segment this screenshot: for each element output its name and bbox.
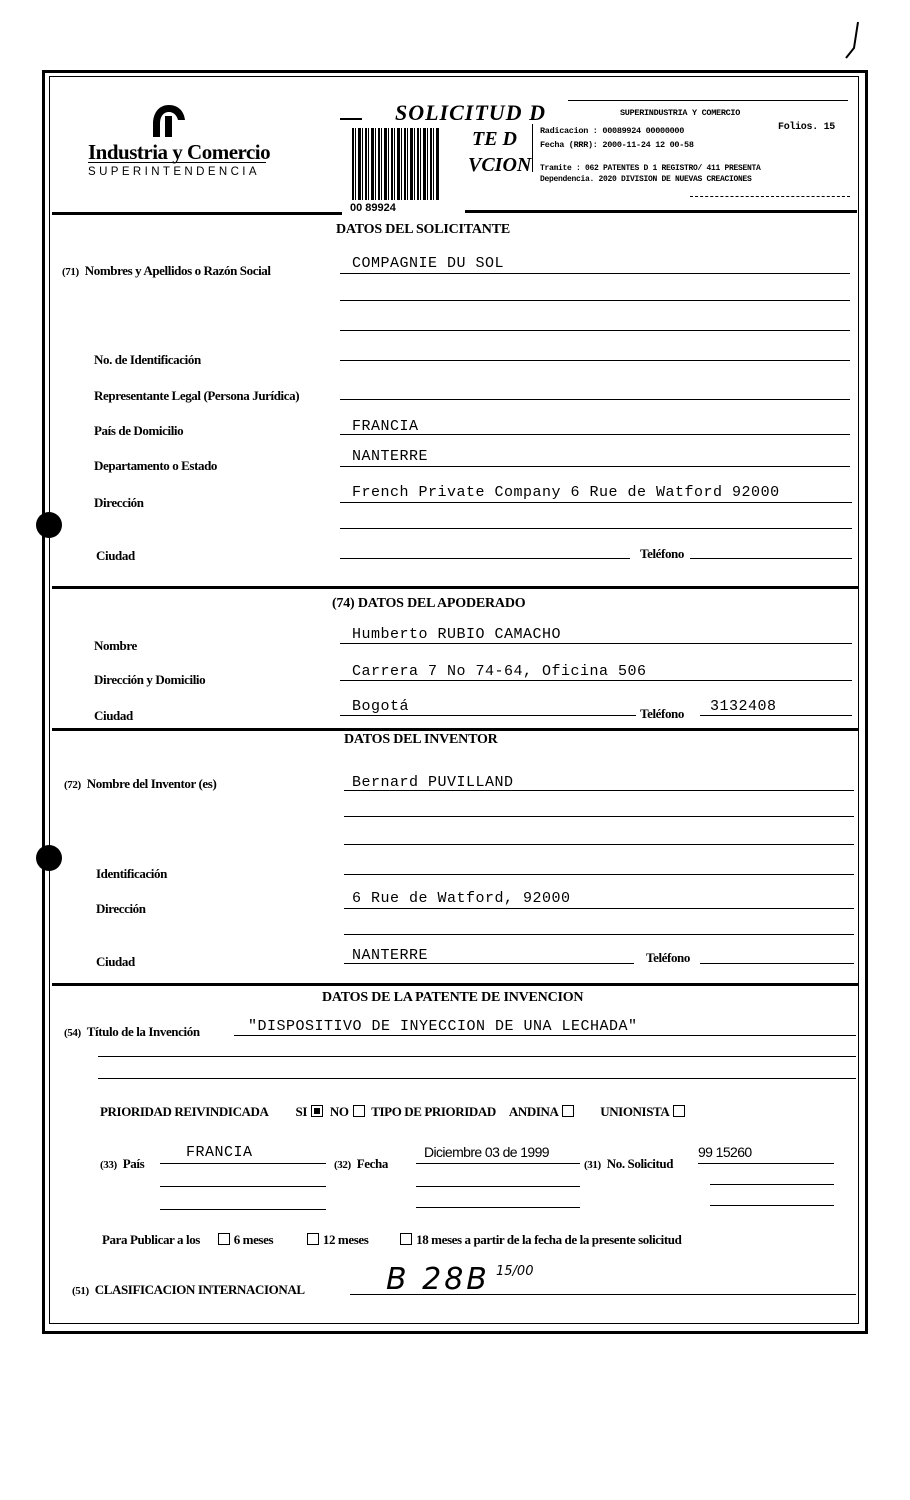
label-text: Título de la Invención [86, 1024, 200, 1039]
tipo-prioridad-label: TIPO DE PRIORIDAD [371, 1104, 496, 1119]
inventor-name-line2 [344, 816, 854, 817]
patente-titulo-line2 [98, 1056, 856, 1057]
inventor-id-label: Identificación [96, 866, 167, 881]
inventor-name-label [64, 776, 216, 792]
solicitante-pais-line [340, 434, 850, 435]
form-title-line1: SOLICITUD D [395, 100, 546, 125]
patente-titulo-line [234, 1035, 856, 1036]
no-label: NO [329, 1104, 349, 1119]
punch-hole-icon [36, 512, 62, 538]
inventor-tel-label: Teléfono [646, 950, 690, 965]
solicitante-tel-label: Teléfono [640, 546, 684, 561]
apoderado-dir-value: Carrera 7 No 74-64, Oficina 506 [352, 663, 647, 680]
clasificacion-value: B 28B [386, 1262, 490, 1297]
prioridad-pais-label [100, 1156, 144, 1172]
inventor-name-line [344, 790, 854, 791]
andina-checkbox[interactable] [562, 1105, 574, 1117]
prioridad-pais-value: FRANCIA [186, 1144, 253, 1161]
field-number: (51) [72, 1285, 89, 1297]
patente-titulo-line3 [98, 1078, 856, 1079]
stamp-left-rule [532, 124, 533, 172]
field-number: (71) [62, 266, 79, 278]
si-checkbox[interactable] [311, 1105, 323, 1117]
patente-heading: DATOS DE LA PATENTE DE INVENCION [322, 990, 584, 1005]
apoderado-ciudad-label: Ciudad [94, 708, 133, 723]
apoderado-tel-line [700, 715, 852, 716]
apoderado-nombre-value: Humberto RUBIO CAMACHO [352, 626, 562, 643]
apoderado-tel-label: Teléfono [640, 706, 684, 721]
clasificacion-note: 15/00 [496, 1264, 534, 1279]
field-number: (72) [64, 779, 81, 791]
apoderado-ciudad-value: Bogotá [352, 698, 410, 715]
stamp-tramite: Tramite : 062 PATENTES D 1 REGISTRO/ 411 PRESENTA [540, 164, 761, 173]
field-number: (54) [64, 1027, 81, 1039]
si-label: SI [295, 1104, 308, 1119]
stamp-dependencia: Dependencia. 2020 DIVISION DE NUEVAS CREACIONES [540, 175, 752, 184]
solicitante-pais-value: FRANCIA [352, 418, 419, 435]
org-logo-icon [150, 102, 188, 140]
form-title-line2: TE D [472, 128, 517, 150]
prioridad-pais-line3 [160, 1209, 326, 1210]
org-name: Industria y Comercio [88, 140, 271, 164]
unionista-label: UNIONISTA [600, 1104, 670, 1119]
stamp-bottom-rule [690, 196, 850, 197]
header-divider-left [52, 212, 342, 215]
clasificacion-label [72, 1282, 305, 1298]
solicitante-ciudad-label: Ciudad [96, 548, 135, 563]
prioridad-fecha-line [416, 1163, 580, 1164]
stamp-radicacion: Radicacion : 00089924 00000000 [540, 126, 685, 136]
clasificacion-line [350, 1294, 856, 1295]
unionista-checkbox[interactable] [673, 1105, 685, 1117]
inventor-ciudad-value: NANTERRE [352, 947, 429, 964]
prioridad-fecha-line2 [416, 1186, 580, 1187]
solicitante-name-label [62, 263, 271, 279]
andina-label: ANDINA [508, 1104, 559, 1119]
apoderado-dir-line [340, 680, 852, 681]
stamp-top-rule [568, 100, 848, 101]
inventor-name-value: Bernard PUVILLAND [352, 774, 514, 791]
solicitante-id-line [340, 360, 850, 361]
publicar-18-label: 18 meses [416, 1232, 462, 1247]
prioridad-sol-label [584, 1156, 673, 1172]
solicitante-dir-line [340, 502, 852, 503]
publicar-label: Para Publicar a los [102, 1232, 200, 1247]
corner-mark-icon [840, 20, 870, 70]
label-text: Fecha [356, 1156, 388, 1171]
solicitante-depto-label: Departamento o Estado [94, 458, 218, 473]
solicitante-depto-line [340, 466, 850, 467]
section-divider [52, 728, 858, 731]
prioridad-fecha-value: Diciembre 03 de 1999 [424, 1144, 549, 1160]
punch-hole-icon [36, 845, 62, 871]
form-title-line3: VCION [468, 154, 532, 176]
inventor-ciudad-label: Ciudad [96, 954, 135, 969]
prioridad-row [100, 1104, 689, 1120]
org-name-rule [88, 162, 266, 163]
label-text: País [122, 1156, 145, 1171]
label-text: Nombres y Apellidos o Razón Social [84, 263, 271, 278]
apoderado-nombre-label: Nombre [94, 638, 137, 653]
apoderado-heading: (74) DATOS DEL APODERADO [332, 596, 526, 611]
inventor-heading: DATOS DEL INVENTOR [344, 732, 498, 747]
solicitante-rep-line [340, 399, 850, 400]
barcode-number: 00 89924 [350, 202, 396, 214]
apoderado-tel-value: 3132408 [710, 698, 777, 715]
inventor-dir-label: Dirección [96, 901, 146, 916]
field-number: (32) [334, 1159, 351, 1171]
solicitante-rep-label: Representante Legal (Persona Jurídica) [94, 388, 300, 403]
publicar-12-label: 12 meses [322, 1232, 369, 1247]
solicitante-dir-line2 [340, 528, 852, 529]
prioridad-sol-line [698, 1163, 834, 1164]
title-dash [340, 118, 362, 120]
patente-titulo-label [64, 1024, 200, 1040]
publicar-12-checkbox[interactable] [307, 1233, 319, 1245]
prioridad-fecha-line3 [416, 1207, 580, 1208]
solicitante-heading: DATOS DEL SOLICITANTE [336, 222, 510, 237]
stamp-org: SUPERINDUSTRIA Y COMERCIO [620, 108, 741, 118]
publicar-6-label: 6 meses [233, 1232, 274, 1247]
label-text: CLASIFICACION INTERNACIONAL [94, 1282, 305, 1297]
barcode [352, 128, 440, 200]
publicar-row [102, 1232, 681, 1248]
inventor-dir-line2 [344, 934, 854, 935]
solicitante-ciudad-line [340, 558, 630, 559]
prioridad-label: PRIORIDAD REIVINDICADA [100, 1104, 268, 1119]
stamp-fecha: Fecha (RRR): 2000-11-24 12 00-58 [540, 140, 694, 150]
solicitante-dir-label: Dirección [94, 495, 144, 510]
field-number: (33) [100, 1159, 117, 1171]
label-text: No. Solicitud [606, 1156, 674, 1171]
patente-titulo-value: "DISPOSITIVO DE INYECCION DE UNA LECHADA" [248, 1018, 638, 1035]
section-divider [52, 983, 858, 986]
inventor-dir-value: 6 Rue de Watford, 92000 [352, 890, 571, 907]
header-divider-right [465, 210, 857, 213]
apoderado-nombre-line [340, 643, 852, 644]
solicitante-name-line2 [340, 300, 850, 301]
solicitante-name-line [340, 273, 850, 274]
inventor-ciudad-line [344, 963, 634, 964]
solicitante-tel-line [690, 558, 852, 559]
publicar-18-checkbox[interactable] [400, 1233, 412, 1245]
prioridad-fecha-label [334, 1156, 388, 1172]
inventor-dir-line [344, 908, 854, 909]
no-checkbox[interactable] [353, 1105, 365, 1117]
publicar-tail: a partir de la fecha de la presente solicitud [464, 1232, 682, 1247]
solicitante-name-value: COMPAGNIE DU SOL [352, 255, 505, 272]
inventor-id-line [344, 874, 854, 875]
solicitante-id-label: No. de Identificación [94, 352, 201, 367]
org-subtitle: SUPERINTENDENCIA [88, 166, 260, 178]
apoderado-dir-label: Dirección y Domicilio [94, 672, 206, 687]
solicitante-name-line3 [340, 330, 850, 331]
prioridad-pais-line2 [160, 1186, 326, 1187]
apoderado-ciudad-line [340, 715, 636, 716]
solicitante-depto-value: NANTERRE [352, 448, 429, 465]
stamp-folios: Folios. 15 [778, 122, 836, 133]
section-divider [52, 586, 858, 589]
solicitante-pais-label: País de Domicilio [94, 423, 184, 438]
publicar-6-checkbox[interactable] [218, 1233, 230, 1245]
prioridad-sol-value: 99 15260 [698, 1144, 752, 1160]
field-number: (31) [584, 1159, 601, 1171]
inventor-tel-line [700, 963, 854, 964]
label-text: Nombre del Inventor (es) [86, 776, 217, 791]
prioridad-pais-line [160, 1163, 326, 1164]
solicitante-dir-value: French Private Company 6 Rue de Watford 92000 [352, 484, 780, 501]
prioridad-sol-line2 [710, 1184, 834, 1185]
inventor-name-line3 [344, 844, 854, 845]
prioridad-sol-line3 [710, 1205, 834, 1206]
